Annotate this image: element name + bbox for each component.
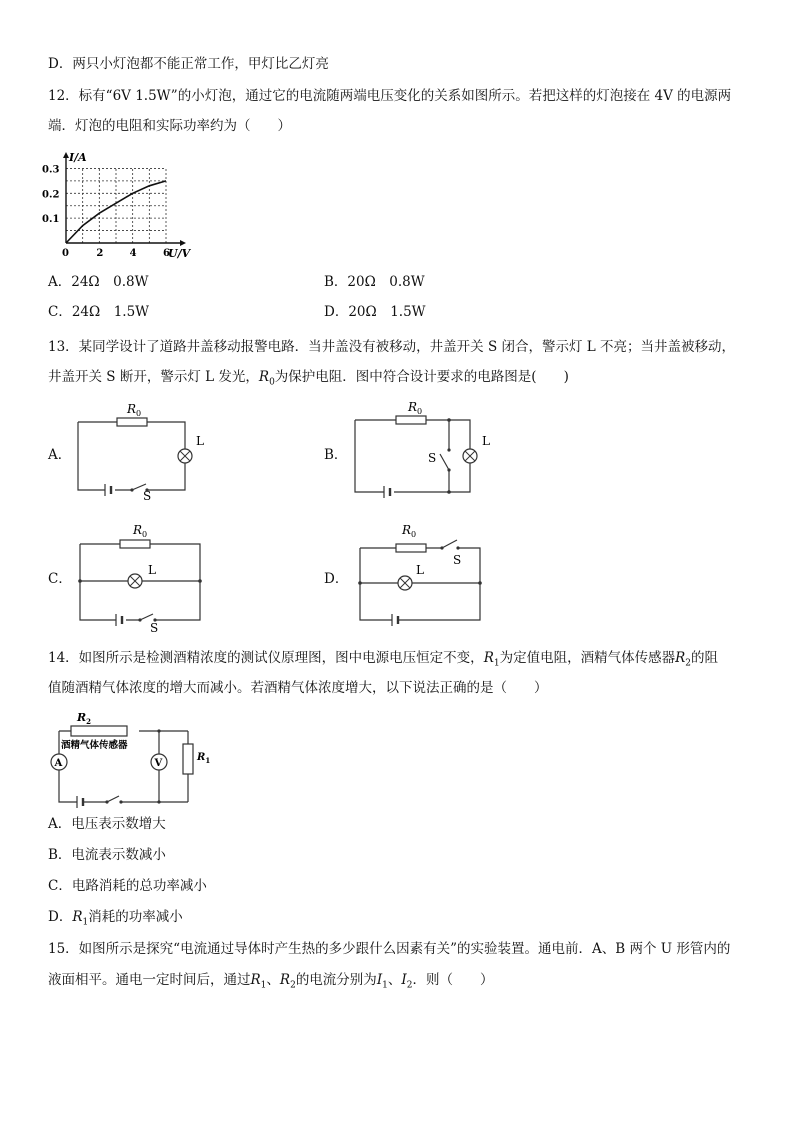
q14-stem-line2: 值随酒精气体浓度的增大而减小。若酒精气体浓度增大，以下说法正确的是（ ）	[48, 680, 548, 696]
lamp-label: L	[416, 563, 424, 577]
battery	[392, 614, 398, 626]
battery	[77, 796, 83, 808]
lamp-l	[178, 449, 192, 463]
resistor-r0	[117, 418, 147, 426]
q13-stem-line1: 13．某同学设计了道路井盖移动报警电路．当井盖没有被移动，井盖开关 S 闭合，警示灯 L 不亮；当井盖被移动，	[48, 339, 736, 355]
q14-option-a[interactable]: A．电压表示数增大	[48, 816, 166, 832]
lamp-label: L	[148, 563, 156, 577]
x-tick-2: 2	[96, 248, 104, 259]
circuit-c	[78, 520, 218, 635]
battery	[116, 614, 122, 626]
q12-option-a[interactable]: A．24Ω 0.8W	[48, 274, 149, 290]
resistor-r0	[396, 416, 426, 424]
q13-option-c-label[interactable]: C．	[48, 571, 72, 587]
switch	[107, 796, 119, 802]
switch-s	[442, 540, 457, 548]
q15-stem-line2: 液面相平。通电一定时间后，通过$R_1$、$R_2$的电流分别为$I_1$、$I_2$．则（ ）	[48, 972, 494, 991]
y-tick-0.3: 0.3	[42, 164, 60, 176]
r0-label: $R_0$	[402, 523, 417, 539]
circuit-a	[75, 400, 205, 503]
q13-option-a-label[interactable]: A．	[48, 447, 72, 463]
y-tick-0.2: 0.2	[42, 189, 60, 201]
r0-label: $R_0$	[133, 523, 148, 539]
lamp-l	[463, 449, 477, 463]
q11-option-d: D．两只小灯泡都不能正常工作，甲灯比乙灯亮	[48, 56, 329, 72]
resistor-r2	[71, 726, 127, 736]
resistor-r1	[183, 744, 193, 774]
q15-stem-line1: 15．如图所示是探究“电流通过导体时产生热的多少跟什么因素有关”的实验装置。通电前．A、B 两个 U 形管内的	[48, 941, 731, 957]
q12-option-c[interactable]: C．24Ω 1.5W	[48, 304, 150, 320]
q14-option-b[interactable]: B．电流表示数减小	[48, 847, 166, 863]
q14-option-c[interactable]: C．电路消耗的总功率减小	[48, 878, 207, 894]
q13-option-b-label[interactable]: B．	[324, 447, 348, 463]
svg-text:A: A	[54, 758, 63, 769]
resistor-r0	[120, 540, 150, 548]
lamp-l	[398, 576, 412, 590]
battery	[105, 484, 111, 496]
circuit-b	[352, 400, 492, 500]
svg-text:V: V	[154, 758, 163, 769]
q13-option-d-label[interactable]: D．	[324, 571, 349, 587]
q13-stem-line2: 井盖开关 S 断开，警示灯 L 发光，$R_0$为保护电阻．图中符合设计要求的电路图是( )	[48, 369, 569, 388]
q12-option-d[interactable]: D．20Ω 1.5W	[324, 304, 426, 320]
q14-option-d[interactable]: D．$R_1$消耗的功率减小	[48, 909, 183, 928]
switch-label: S	[453, 553, 462, 567]
x-tick-4: 4	[129, 248, 137, 259]
lamp-label: L	[196, 434, 204, 448]
r2-label: $R_2$	[77, 711, 92, 726]
r1-label: $R_1$	[197, 752, 211, 765]
q12-option-b[interactable]: B．20Ω 0.8W	[324, 274, 425, 290]
x-tick-6: 6	[163, 248, 170, 259]
y-tick-0.1: 0.1	[42, 214, 60, 226]
resistor-r0	[396, 544, 426, 552]
switch-s	[440, 454, 449, 470]
x-tick-0: 0	[62, 248, 69, 259]
x-axis-arrow	[180, 240, 186, 246]
circuit-d	[358, 520, 498, 630]
sensor-label: 酒精气体传感器	[61, 740, 128, 751]
r0-label: $R_0$	[127, 402, 142, 418]
y-axis-label: I/A	[69, 151, 87, 164]
alcohol-tester-circuit	[45, 702, 211, 802]
lamp-label: L	[482, 434, 490, 448]
switch-label: S	[150, 621, 159, 635]
q14-stem-line1: 14．如图所示是检测酒精浓度的测试仪原理图，图中电源电压恒定不变，$R_1$为定值电阻，酒精气体传感器$R_2$的阻	[48, 650, 718, 669]
lamp-l	[128, 574, 142, 588]
x-axis-label: U/V	[168, 247, 191, 260]
chart-grid	[66, 168, 166, 243]
iu-chart	[40, 152, 190, 262]
switch-s	[140, 614, 153, 620]
r0-label: $R_0$	[408, 400, 423, 416]
switch-label: S	[143, 489, 152, 503]
battery	[384, 486, 390, 498]
switch-label: S	[428, 451, 437, 465]
q12-stem-line1: 12．标有“6V 1.5W”的小灯泡，通过它的电流随两端电压变化的关系如图所示。若把这样的灯泡接在 4V 的电源两	[48, 88, 732, 104]
q12-stem-line2: 端．灯泡的电阻和实际功率约为（ ）	[48, 118, 291, 134]
